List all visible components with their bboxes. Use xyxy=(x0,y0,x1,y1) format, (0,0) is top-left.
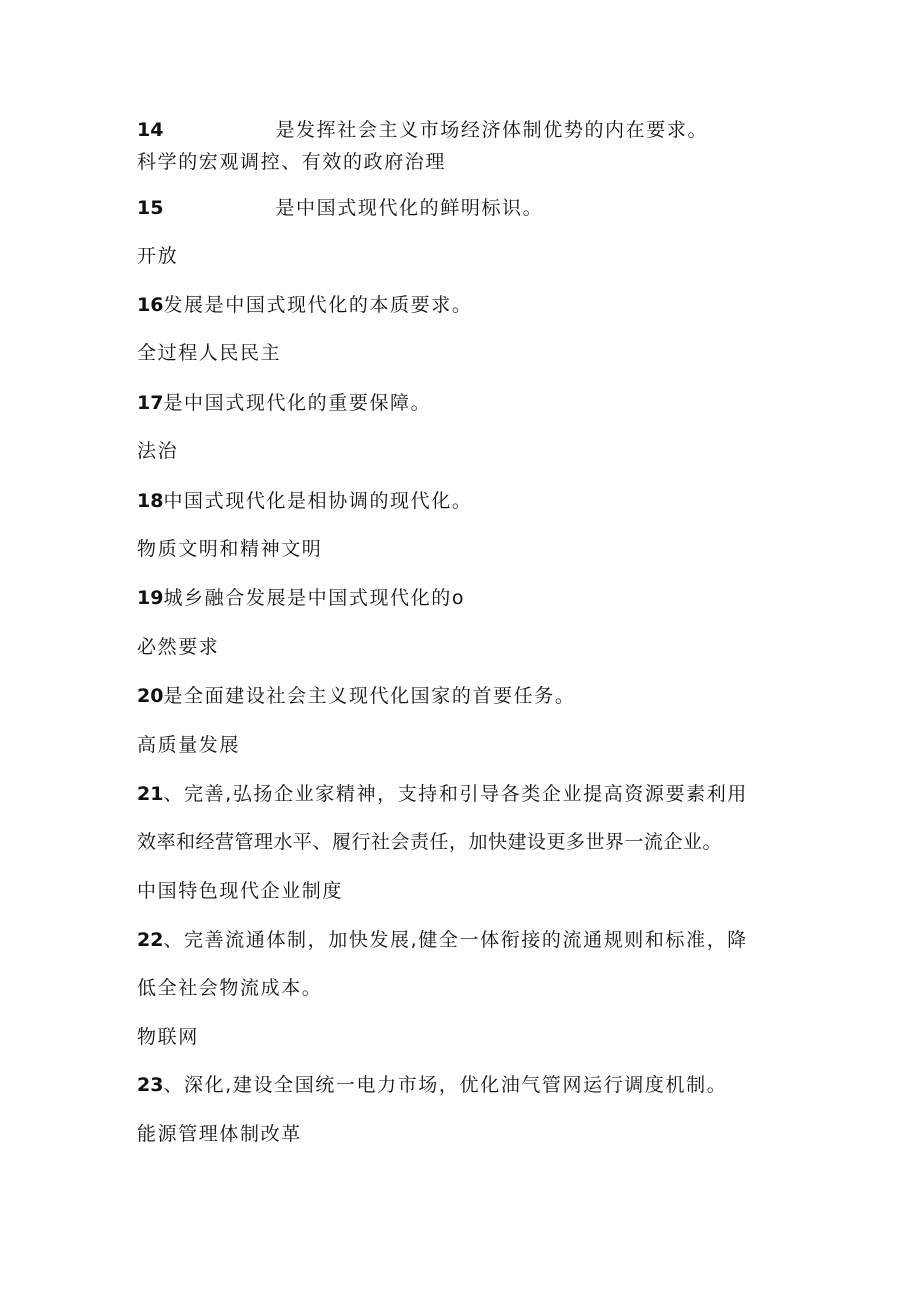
answer-14: 科学的宏观调控、有效的政府治理 xyxy=(137,151,447,173)
question-number: 22 xyxy=(137,929,164,951)
question-number: 21 xyxy=(137,783,164,805)
question-number: 15 xyxy=(137,197,164,219)
question-16 xyxy=(137,293,472,317)
question-14 xyxy=(137,118,708,142)
question-text: 中国式现代化是相协调的现代化。 xyxy=(163,490,473,512)
answer-15: 开放 xyxy=(137,245,179,267)
question-23 xyxy=(137,1073,727,1097)
question-text: 是中国式现代化的鲜明标识。 xyxy=(275,197,544,219)
question-number: 18 xyxy=(137,490,164,512)
question-text: 、完善流通体制，加快发展,健全一体衔接的流通规则和标准，降 xyxy=(163,929,748,951)
question-text: 是全面建设社会主义现代化国家的首要任务。 xyxy=(163,685,576,707)
question-21-line-2: 效率和经营管理水平、履行社会责任，加快建设更多世界一流企业。 xyxy=(137,831,723,853)
answer-16: 全过程人民民主 xyxy=(137,342,282,364)
question-text: 发展是中国式现代化的本质要求。 xyxy=(163,294,473,316)
answer-20: 高质量发展 xyxy=(137,734,241,756)
answer-23: 能源管理体制改革 xyxy=(137,1123,302,1145)
question-number: 20 xyxy=(137,685,164,707)
question-17 xyxy=(137,391,431,415)
question-number: 17 xyxy=(137,392,164,414)
question-20 xyxy=(137,684,575,708)
answer-17: 法治 xyxy=(137,440,179,462)
question-19 xyxy=(137,586,465,610)
answer-19: 必然要求 xyxy=(137,636,220,658)
question-number: 16 xyxy=(137,294,164,316)
question-15 xyxy=(137,196,543,220)
question-text: 、深化,建设全国统一电力市场，优化油气管网运行调度机制。 xyxy=(163,1074,728,1096)
question-text: 是发挥社会主义市场经济体制优势的内在要求。 xyxy=(275,119,709,141)
question-number: 14 xyxy=(137,119,164,141)
question-text: 城乡融合发展是中国式现代化的o xyxy=(163,587,466,609)
question-18 xyxy=(137,489,472,513)
question-21-line-1 xyxy=(137,782,748,806)
question-22-line-1 xyxy=(137,928,748,952)
question-22-line-2: 低全社会物流成本。 xyxy=(137,977,323,999)
question-number: 19 xyxy=(137,587,164,609)
question-text: 、完善,弘扬企业家精神，支持和引导各类企业提高资源要素利用 xyxy=(163,783,748,805)
question-number: 23 xyxy=(137,1074,164,1096)
answer-18: 物质文明和精神文明 xyxy=(137,538,323,560)
question-text: 是中国式现代化的重要保障。 xyxy=(163,392,432,414)
answer-21: 中国特色现代企业制度 xyxy=(137,880,344,902)
answer-22: 物联网 xyxy=(137,1026,199,1048)
